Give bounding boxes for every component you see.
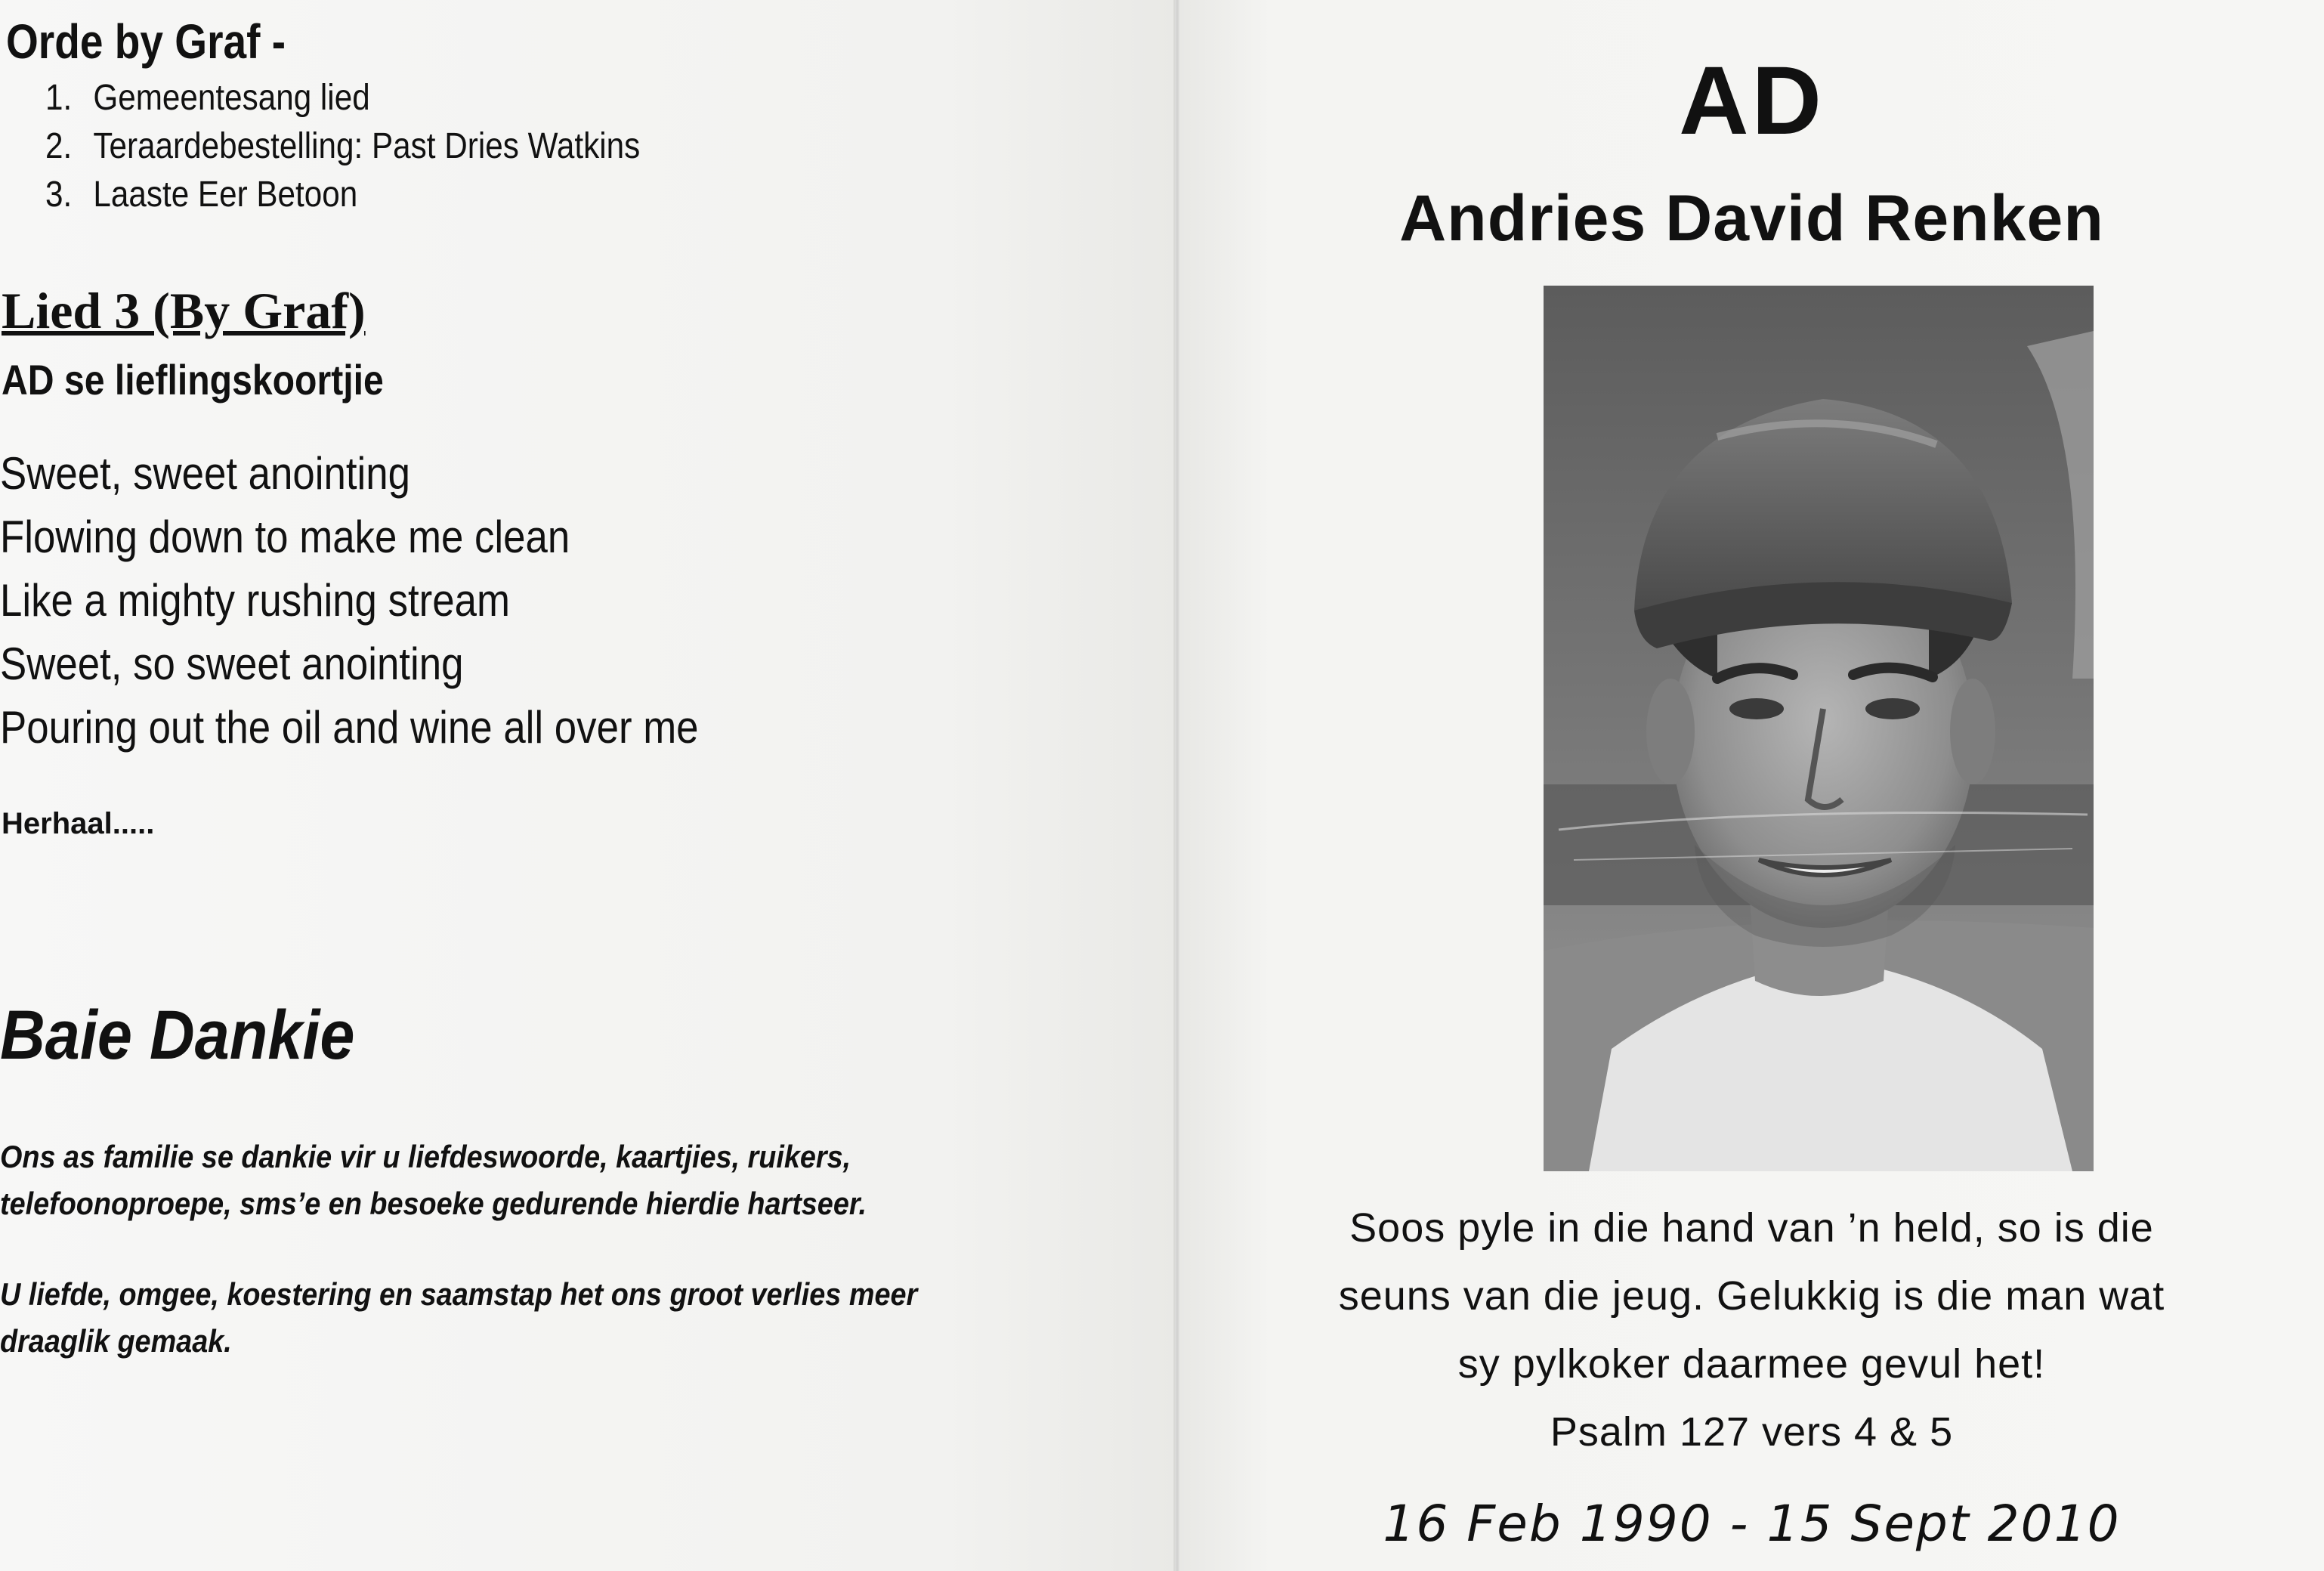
order-item-number: 2. bbox=[45, 126, 73, 166]
order-item-text: Laaste Eer Betoon bbox=[93, 175, 358, 215]
order-heading: Orde by Graf - bbox=[6, 14, 286, 69]
full-name: Andries David Renken bbox=[1399, 182, 2104, 255]
order-item bbox=[45, 122, 640, 171]
order-item-text: Teraardebestelling: Past Dries Watkins bbox=[93, 126, 641, 166]
order-item-number: 1. bbox=[45, 78, 73, 118]
thanks-heading: Baie Dankie bbox=[0, 997, 355, 1074]
lyric-line: Like a mighty rushing stream bbox=[0, 575, 510, 626]
right-page bbox=[1179, 0, 2324, 1571]
thanks-line: U liefde, omgee, koestering en saamstap het ons groot verlies meer bbox=[0, 1276, 918, 1312]
lyric-line: Sweet, so sweet anointing bbox=[0, 639, 464, 689]
initials: AD bbox=[1679, 47, 1825, 155]
order-item-text: Gemeentesang lied bbox=[93, 78, 370, 118]
lyric-line: Sweet, sweet anointing bbox=[0, 448, 411, 499]
thanks-paragraph-1 bbox=[0, 1133, 867, 1227]
verse-line: seuns van die jeug. Gelukkig is die man wat bbox=[1338, 1273, 2165, 1319]
lyric-line: Pouring out the oil and wine all over me bbox=[0, 702, 699, 753]
portrait-illustration bbox=[1544, 286, 2094, 1171]
order-item bbox=[45, 74, 640, 122]
verse-line: Soos pyle in die hand van ’n held, so is die bbox=[1349, 1205, 2154, 1251]
thanks-paragraph-2 bbox=[0, 1271, 917, 1365]
thanks-line: draaglik gemaak. bbox=[0, 1323, 232, 1359]
order-item bbox=[45, 171, 640, 219]
bible-verse bbox=[1179, 1194, 2324, 1466]
order-list bbox=[45, 74, 640, 219]
lyric-line: Flowing down to make me clean bbox=[0, 512, 570, 562]
hymn-subtitle: AD se lieflingskoortjie bbox=[2, 356, 384, 404]
order-item-number: 3. bbox=[45, 175, 73, 215]
portrait-photo bbox=[1544, 286, 2094, 1171]
hymn-title: Lied 3 (By Graf) bbox=[2, 282, 366, 339]
thanks-line: Ons as familie se dankie vir u liefdeswoorde, kaartjies, ruikers, bbox=[0, 1139, 851, 1174]
life-dates: 16 Feb 1990 - 15 Sept 2010 bbox=[1383, 1495, 2121, 1553]
lyrics bbox=[0, 442, 699, 759]
repeat-note: Herhaal..... bbox=[2, 807, 155, 840]
verse-line: sy pylkoker daarmee gevul het! bbox=[1457, 1341, 2046, 1387]
thanks-line: telefoonoproepe, sms’e en besoeke gedurende hierdie hartseer. bbox=[0, 1186, 867, 1221]
verse-reference: Psalm 127 vers 4 & 5 bbox=[1550, 1409, 1954, 1455]
